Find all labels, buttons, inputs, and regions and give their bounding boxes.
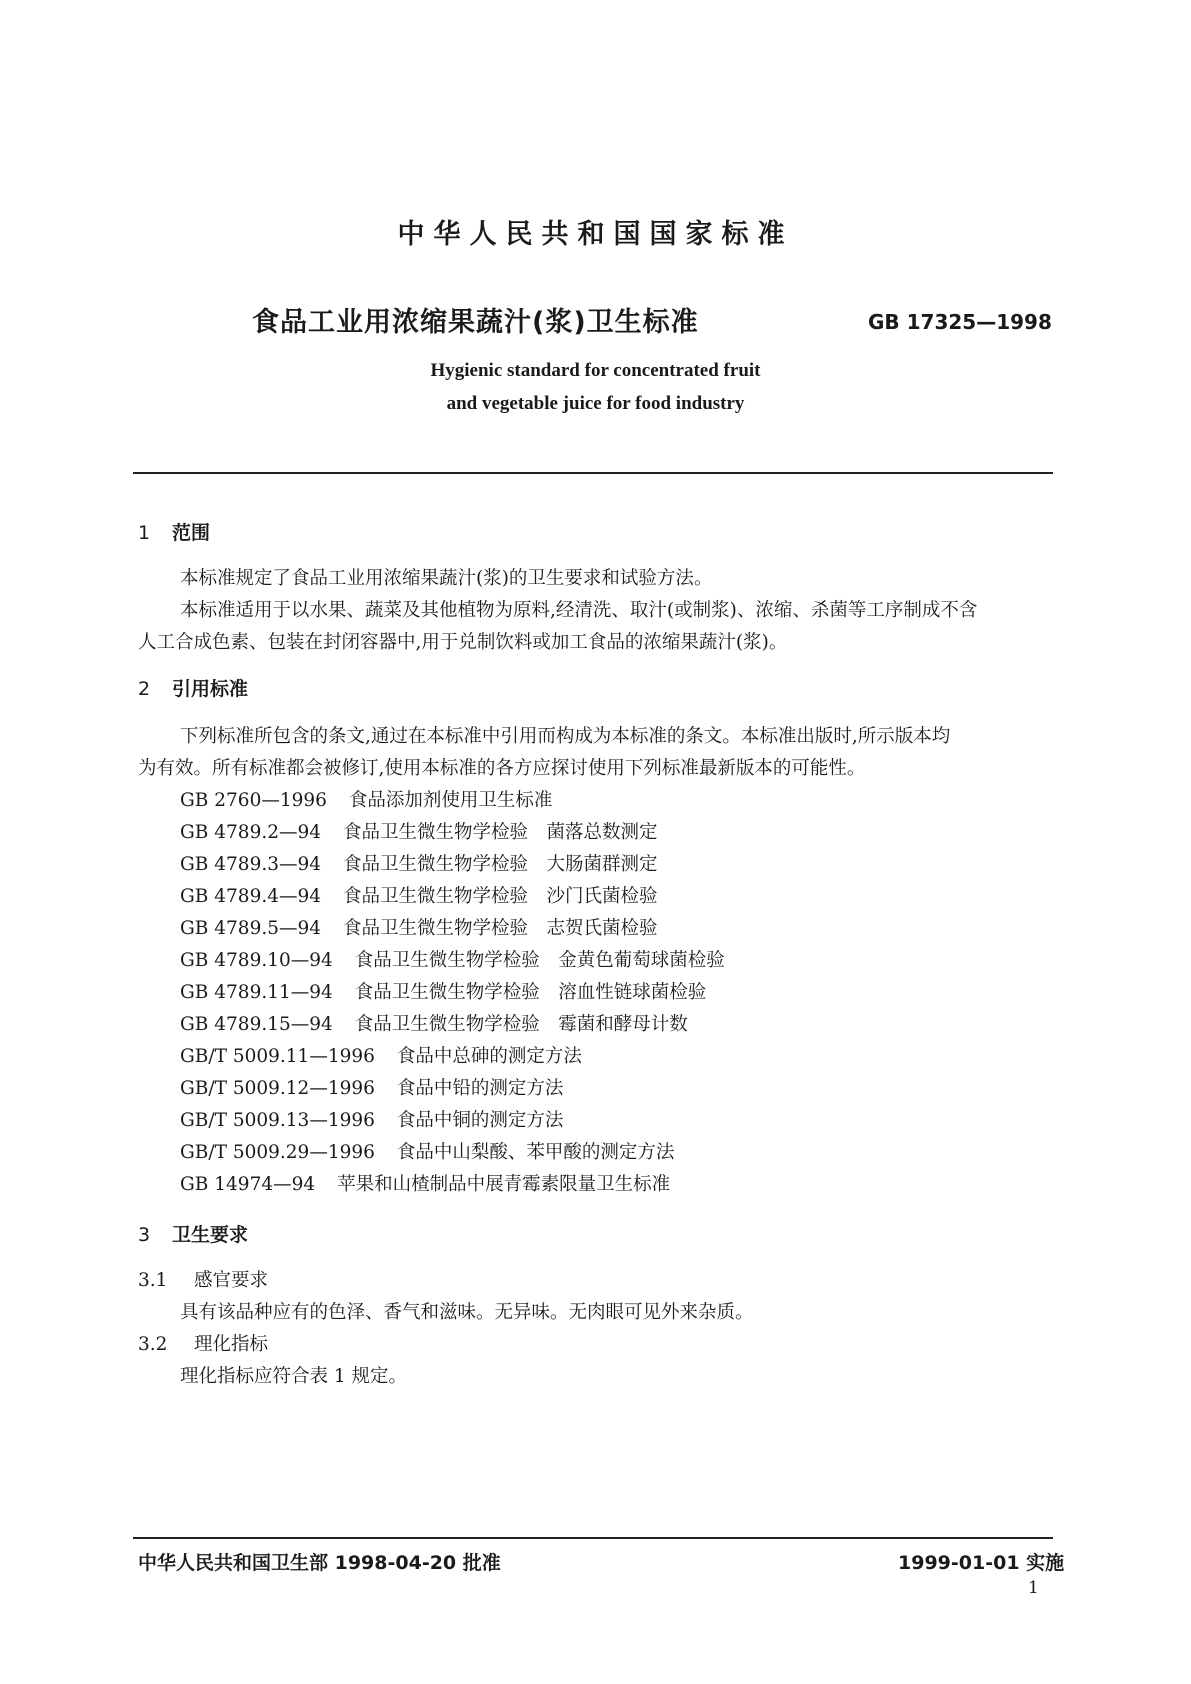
reference-title: 食品卫生微生物学检验 志贺氏菌检验 [343, 918, 658, 939]
section-number: 2 [138, 678, 151, 700]
reference-code: GB/T 5009.13—1996 [180, 1110, 375, 1131]
reference-code: GB/T 5009.29—1996 [180, 1142, 375, 1163]
section-number: 3 [138, 1224, 151, 1246]
reference-item [180, 914, 658, 940]
subsection-title: 理化指标 [194, 1334, 269, 1355]
subsection-3-2-text: 理化指标应符合表 1 规定。 [180, 1366, 408, 1387]
reference-code: GB 4789.11—94 [180, 982, 333, 1003]
reference-code: GB 2760—1996 [180, 790, 327, 811]
approval-note: 中华人民共和国卫生部 1998-04-20 批准 [138, 1552, 501, 1574]
section-1-paragraph-2-line-1: 本标准适用于以水果、蔬菜及其他植物为原料,经清洗、取汁(或制浆)、浓缩、杀菌等工序制成不含 [180, 600, 978, 621]
section-3-heading [138, 1220, 248, 1247]
subsection-3-1-heading [138, 1266, 268, 1292]
reference-item [180, 1106, 563, 1132]
reference-item [180, 1010, 688, 1036]
reference-code: GB 4789.15—94 [180, 1014, 333, 1035]
reference-title: 食品卫生微生物学检验 菌落总数测定 [343, 822, 658, 843]
reference-title: 食品中山梨酸、苯甲酸的测定方法 [396, 1142, 675, 1163]
section-number: 1 [138, 522, 151, 544]
issuing-authority-title: 中华人民共和国国家标准 [397, 219, 794, 250]
reference-title: 食品中总砷的测定方法 [396, 1046, 582, 1067]
subsection-3-1-text: 具有该品种应有的色泽、香气和滋味。无异味。无肉眼可见外来杂质。 [180, 1302, 754, 1323]
reference-item [180, 818, 658, 844]
subsection-number: 3.1 [138, 1270, 168, 1291]
subsection-title: 感官要求 [194, 1270, 269, 1291]
reference-code: GB/T 5009.12—1996 [180, 1078, 375, 1099]
reference-title: 食品卫生微生物学检验 大肠菌群测定 [343, 854, 658, 875]
reference-item [180, 786, 552, 812]
subsection-number: 3.2 [138, 1334, 168, 1355]
header-divider [133, 472, 1053, 474]
reference-code: GB/T 5009.11—1996 [180, 1046, 375, 1067]
standard-title-en-line1: Hygienic standard for concentrated fruit [430, 360, 761, 381]
reference-item [180, 1042, 582, 1068]
reference-title: 苹果和山楂制品中展青霉素限量卫生标准 [337, 1174, 671, 1195]
section-title: 引用标准 [172, 678, 249, 700]
section-2-heading [138, 674, 248, 701]
section-2-paragraph-line-1: 下列标准所包含的条文,通过在本标准中引用而构成为本标准的条文。本标准出版时,所示版本均 [180, 726, 951, 747]
reference-item [180, 882, 658, 908]
footer-divider [133, 1537, 1053, 1539]
section-1-paragraph-1: 本标准规定了食品工业用浓缩果蔬汁(浆)的卫生要求和试验方法。 [180, 568, 713, 589]
reference-title: 食品卫生微生物学检验 金黄色葡萄球菌检验 [354, 950, 725, 971]
reference-code: GB 4789.3—94 [180, 854, 322, 875]
subsection-3-2-heading [138, 1330, 268, 1356]
section-1-paragraph-2-line-2: 人工合成色素、包装在封闭容器中,用于兑制饮料或加工食品的浓缩果蔬汁(浆)。 [138, 632, 788, 653]
reference-title: 食品卫生微生物学检验 霉菌和酵母计数 [354, 1014, 688, 1035]
section-1-heading [138, 518, 210, 545]
reference-code: GB 4789.2—94 [180, 822, 322, 843]
reference-title: 食品卫生微生物学检验 沙门氏菌检验 [343, 886, 658, 907]
reference-title: 食品卫生微生物学检验 溶血性链球菌检验 [354, 982, 707, 1003]
reference-title: 食品中铅的测定方法 [396, 1078, 564, 1099]
reference-code: GB 4789.10—94 [180, 950, 333, 971]
reference-item [180, 850, 658, 876]
reference-item [180, 1138, 674, 1164]
standard-title-cn: 食品工业用浓缩果蔬汁(浆)卫生标准 [252, 307, 699, 338]
section-title: 卫生要求 [172, 1224, 249, 1246]
section-title: 范围 [172, 522, 211, 544]
reference-item [180, 1074, 563, 1100]
reference-code: GB 4789.4—94 [180, 886, 322, 907]
section-2-paragraph-line-2: 为有效。所有标准都会被修订,使用本标准的各方应探讨使用下列标准最新版本的可能性。 [138, 758, 866, 779]
page-number: 1 [1028, 1578, 1039, 1598]
effective-date-note: 1999-01-01 实施 [898, 1552, 1065, 1574]
reference-item [180, 1170, 670, 1196]
standard-title-en-line2: and vegetable juice for food industry [446, 393, 745, 414]
reference-item [180, 946, 725, 972]
reference-item [180, 978, 706, 1004]
reference-code: GB 14974—94 [180, 1174, 316, 1195]
reference-title: 食品中铜的测定方法 [396, 1110, 564, 1131]
reference-code: GB 4789.5—94 [180, 918, 322, 939]
standard-code: GB 17325—1998 [868, 310, 1052, 334]
reference-title: 食品添加剂使用卫生标准 [348, 790, 553, 811]
